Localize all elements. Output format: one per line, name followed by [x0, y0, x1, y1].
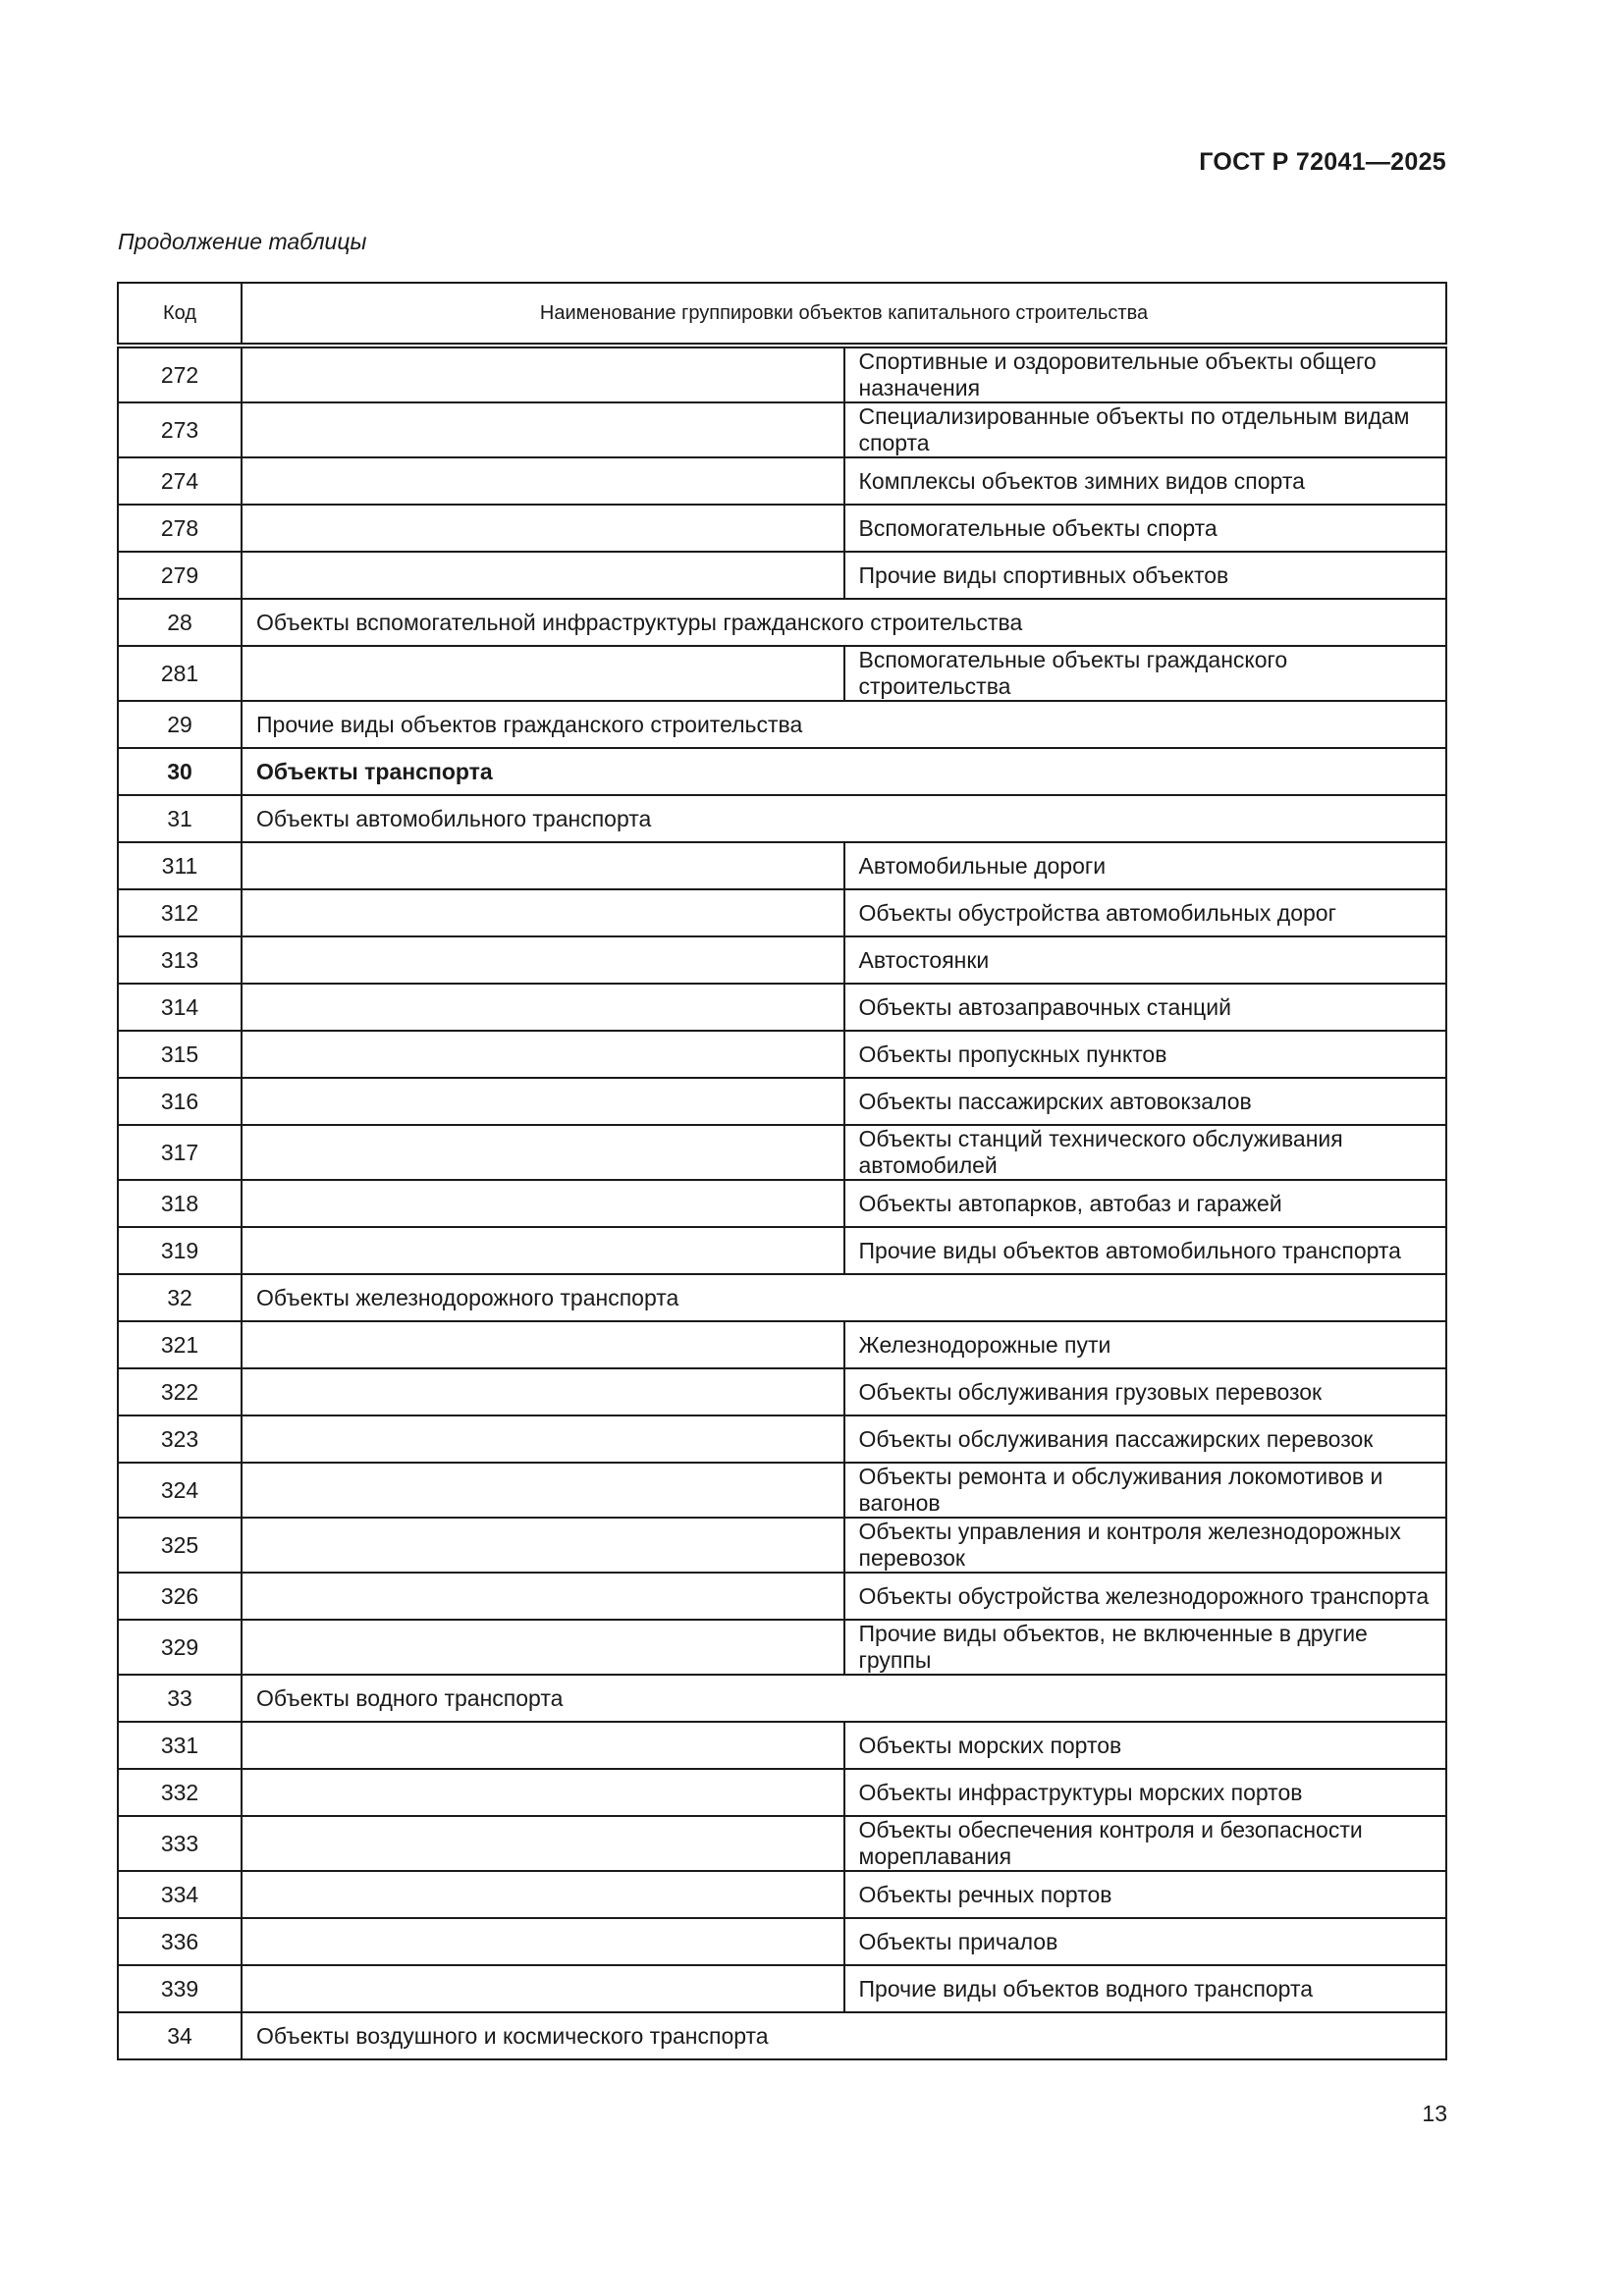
- table-row: [118, 505, 1446, 552]
- row-code: 273: [118, 402, 242, 457]
- row-code: 315: [118, 1031, 242, 1078]
- table-row: [118, 1675, 1446, 1722]
- row-indent-cell: [242, 552, 844, 599]
- table-row: [118, 1463, 1446, 1518]
- row-code: 322: [118, 1368, 242, 1415]
- table-row: [118, 646, 1446, 701]
- row-code: 281: [118, 646, 242, 701]
- row-name: Объекты обустройства железнодорожного транспорта: [844, 1573, 1447, 1620]
- table-row: [118, 889, 1446, 936]
- row-name: Объекты обслуживания грузовых перевозок: [844, 1368, 1447, 1415]
- row-name: Объекты причалов: [844, 1918, 1447, 1965]
- row-name: Объекты пропускных пунктов: [844, 1031, 1447, 1078]
- row-indent-cell: [242, 1125, 844, 1180]
- row-indent-cell: [242, 1518, 844, 1573]
- row-code: 279: [118, 552, 242, 599]
- table-row: [118, 1274, 1446, 1321]
- row-indent-cell: [242, 1031, 844, 1078]
- row-name: Комплексы объектов зимних видов спорта: [844, 457, 1447, 505]
- row-code: 311: [118, 842, 242, 889]
- table-row: [118, 346, 1446, 402]
- row-indent-cell: [242, 1965, 844, 2012]
- row-indent-cell: [242, 1573, 844, 1620]
- table-row: [118, 1871, 1446, 1918]
- row-code: 28: [118, 599, 242, 646]
- row-code: 319: [118, 1227, 242, 1274]
- table-row: [118, 984, 1446, 1031]
- row-name: Объекты железнодорожного транспорта: [242, 1274, 1446, 1321]
- row-code: 32: [118, 1274, 242, 1321]
- row-code: 334: [118, 1871, 242, 1918]
- row-indent-cell: [242, 457, 844, 505]
- row-code: 314: [118, 984, 242, 1031]
- row-name: Объекты водного транспорта: [242, 1675, 1446, 1722]
- row-indent-cell: [242, 1227, 844, 1274]
- table-row: [118, 1918, 1446, 1965]
- row-name: Спортивные и оздоровительные объекты общего назначения: [844, 346, 1447, 402]
- row-indent-cell: [242, 1620, 844, 1675]
- row-indent-cell: [242, 1463, 844, 1518]
- row-code: 331: [118, 1722, 242, 1769]
- row-code: 312: [118, 889, 242, 936]
- table-row: [118, 842, 1446, 889]
- table-caption: Продолжение таблицы: [118, 229, 367, 254]
- row-indent-cell: [242, 402, 844, 457]
- row-code: 323: [118, 1415, 242, 1463]
- table-row: [118, 1573, 1446, 1620]
- row-indent-cell: [242, 346, 844, 402]
- row-code: 34: [118, 2012, 242, 2059]
- row-code: 317: [118, 1125, 242, 1180]
- row-indent-cell: [242, 1368, 844, 1415]
- row-name: Объекты автопарков, автобаз и гаражей: [844, 1180, 1447, 1227]
- row-name: Прочие виды спортивных объектов: [844, 552, 1447, 599]
- row-name: Специализированные объекты по отдельным видам спорта: [844, 402, 1447, 457]
- row-indent-cell: [242, 1078, 844, 1125]
- row-code: 272: [118, 346, 242, 402]
- row-indent-cell: [242, 1816, 844, 1871]
- row-indent-cell: [242, 1918, 844, 1965]
- row-name: Объекты воздушного и космического транспорта: [242, 2012, 1446, 2059]
- row-code: 336: [118, 1918, 242, 1965]
- table-row: [118, 402, 1446, 457]
- table-row: [118, 1620, 1446, 1675]
- row-code: 33: [118, 1675, 242, 1722]
- row-indent-cell: [242, 889, 844, 936]
- row-name: Прочие виды объектов, не включенные в другие группы: [844, 1620, 1447, 1675]
- row-indent-cell: [242, 1321, 844, 1368]
- table-row: [118, 457, 1446, 505]
- row-name: Объекты автозаправочных станций: [844, 984, 1447, 1031]
- table-row: [118, 1078, 1446, 1125]
- classifier-table: [117, 282, 1447, 2060]
- table-row: [118, 599, 1446, 646]
- row-name: Автомобильные дороги: [844, 842, 1447, 889]
- row-name: Объекты обеспечения контроля и безопасности мореплавания: [844, 1816, 1447, 1871]
- row-name: Объекты речных портов: [844, 1871, 1447, 1918]
- row-code: 321: [118, 1321, 242, 1368]
- row-name: Прочие виды объектов гражданского строительства: [242, 701, 1446, 748]
- row-indent-cell: [242, 936, 844, 984]
- row-code: 274: [118, 457, 242, 505]
- row-code: 329: [118, 1620, 242, 1675]
- table-row: [118, 1180, 1446, 1227]
- table-row: [118, 1321, 1446, 1368]
- row-name: Прочие виды объектов водного транспорта: [844, 1965, 1447, 2012]
- row-name: Объекты станций технического обслуживания автомобилей: [844, 1125, 1447, 1180]
- row-name: Прочие виды объектов автомобильного транспорта: [844, 1227, 1447, 1274]
- row-name: Объекты автомобильного транспорта: [242, 795, 1446, 842]
- row-code: 339: [118, 1965, 242, 2012]
- row-code: 326: [118, 1573, 242, 1620]
- row-indent-cell: [242, 842, 844, 889]
- row-indent-cell: [242, 646, 844, 701]
- row-name: Объекты вспомогательной инфраструктуры гражданского строительства: [242, 599, 1446, 646]
- row-name: Объекты управления и контроля железнодорожных перевозок: [844, 1518, 1447, 1573]
- column-header-name: Наименование группировки объектов капитального строительства: [242, 283, 1446, 346]
- row-name: Объекты морских портов: [844, 1722, 1447, 1769]
- row-code: 278: [118, 505, 242, 552]
- row-code: 325: [118, 1518, 242, 1573]
- page-number: 13: [1422, 2101, 1447, 2126]
- row-indent-cell: [242, 1871, 844, 1918]
- table-row: [118, 1816, 1446, 1871]
- row-name: Объекты пассажирских автовокзалов: [844, 1078, 1447, 1125]
- table-row: [118, 936, 1446, 984]
- table-row: [118, 748, 1446, 795]
- row-code: 324: [118, 1463, 242, 1518]
- table-row: [118, 1965, 1446, 2012]
- row-code: 30: [118, 748, 242, 795]
- row-indent-cell: [242, 505, 844, 552]
- row-code: 332: [118, 1769, 242, 1816]
- row-code: 316: [118, 1078, 242, 1125]
- table-row: [118, 795, 1446, 842]
- table-row: [118, 1368, 1446, 1415]
- row-name: Вспомогательные объекты гражданского строительства: [844, 646, 1447, 701]
- row-name: Вспомогательные объекты спорта: [844, 505, 1447, 552]
- table-body: [118, 346, 1446, 2059]
- row-name: Объекты инфраструктуры морских портов: [844, 1769, 1447, 1816]
- row-name: Автостоянки: [844, 936, 1447, 984]
- row-indent-cell: [242, 984, 844, 1031]
- table-row: [118, 1722, 1446, 1769]
- row-indent-cell: [242, 1769, 844, 1816]
- row-name: Объекты транспорта: [242, 748, 1446, 795]
- row-name: Объекты обслуживания пассажирских перевозок: [844, 1415, 1447, 1463]
- column-header-code: Код: [118, 283, 242, 346]
- row-code: 318: [118, 1180, 242, 1227]
- row-indent-cell: [242, 1180, 844, 1227]
- row-code: 313: [118, 936, 242, 984]
- row-indent-cell: [242, 1722, 844, 1769]
- row-name: Объекты обустройства автомобильных дорог: [844, 889, 1447, 936]
- row-name: Железнодорожные пути: [844, 1321, 1447, 1368]
- row-code: 333: [118, 1816, 242, 1871]
- row-code: 29: [118, 701, 242, 748]
- document-code: ГОСТ Р 72041—2025: [1199, 148, 1446, 176]
- table-row: [118, 701, 1446, 748]
- table-row: [118, 552, 1446, 599]
- row-indent-cell: [242, 1415, 844, 1463]
- table-row: [118, 2012, 1446, 2059]
- table-row: [118, 1227, 1446, 1274]
- row-code: 31: [118, 795, 242, 842]
- table-row: [118, 1031, 1446, 1078]
- table-row: [118, 1769, 1446, 1816]
- table-row: [118, 1125, 1446, 1180]
- row-name: Объекты ремонта и обслуживания локомотивов и вагонов: [844, 1463, 1447, 1518]
- table-row: [118, 1518, 1446, 1573]
- table-row: [118, 1415, 1446, 1463]
- table-header-row: [118, 283, 1446, 346]
